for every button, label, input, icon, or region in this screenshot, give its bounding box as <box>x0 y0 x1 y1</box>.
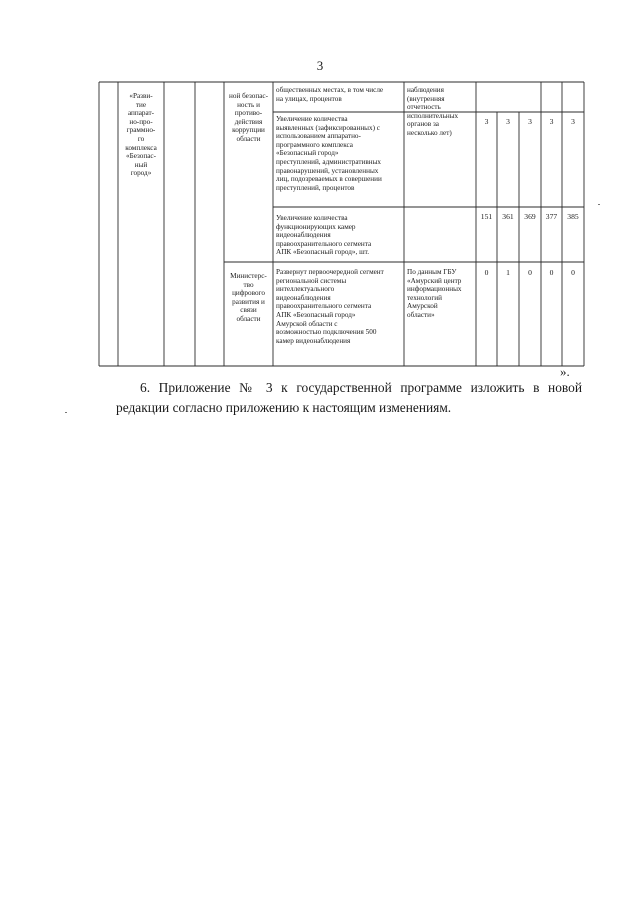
row2-indicator: Увеличение количества выявленных (зафиксированных) с использованием аппаратно- программного комплекса «Безопасный город» преступлений, административных правонарушений, установленных лиц, подозреваемых в совершении преступлений, процентов <box>276 115 382 192</box>
row4-source: По данным ГБУ «Амурский центр информационных технологий Амурской области» <box>407 268 462 319</box>
row3-value-5: 385 <box>567 212 579 221</box>
closing-quote-mark: ». <box>560 364 570 379</box>
row3-value-1: 151 <box>480 212 493 221</box>
row3-value-3: 369 <box>524 212 536 221</box>
amendment-paragraph-line2: редакции согласно приложению к настоящим изменениям. <box>116 400 452 415</box>
row4-value-5: 0 <box>571 268 575 277</box>
row1-indicator: общественных местах, в том числе на улицах, процентов <box>276 86 384 103</box>
row4-value-4: 0 <box>549 268 554 277</box>
row3-indicator: Увеличение количества функционирующих камер видеонаблюдения правоохранительного сегмента АПК «Безопасный город», шт. <box>276 214 372 257</box>
row4-value-3: 0 <box>528 268 532 277</box>
program-name-cell: «Разви- тие аппарат- но-про- граммно- го комплекса «Безопас- ный город» <box>125 92 157 178</box>
scan-speck <box>598 204 600 205</box>
row2-value-4: 3 <box>549 117 554 126</box>
page-number: 3 <box>316 58 324 73</box>
row2-value-1: 3 <box>484 117 489 126</box>
responsible-body-cell: ной безопас- ность и противо- действия коррупции области <box>229 92 268 143</box>
row3-value-2: 361 <box>502 212 514 221</box>
row4-value-1: 0 <box>484 268 489 277</box>
row4-value-2: 1 <box>506 268 510 277</box>
row4-indicator: Развернут первоочередной сегмент региональной системы интеллектуального видеонаблюдения правоохранительного сегмента АПК «Безопасный город» Амурской области с возможностью подключения 500 камер видеонаблюдения <box>276 268 384 345</box>
amendment-paragraph-line1: 6. Приложение № 3 к государственной программе изложить в новой <box>140 380 582 395</box>
row2-value-2: 3 <box>506 117 510 126</box>
row2-value-3: 3 <box>528 117 532 126</box>
row3-value-4: 377 <box>545 212 558 221</box>
scan-speck <box>65 412 67 413</box>
row2-value-5: 3 <box>571 117 575 126</box>
row1-source: наблюдения (внутренняя отчетность исполнительных органов за несколько лет) <box>407 86 459 137</box>
ministry-cell: Министерс- тво цифрового развития и связи области <box>230 272 267 323</box>
